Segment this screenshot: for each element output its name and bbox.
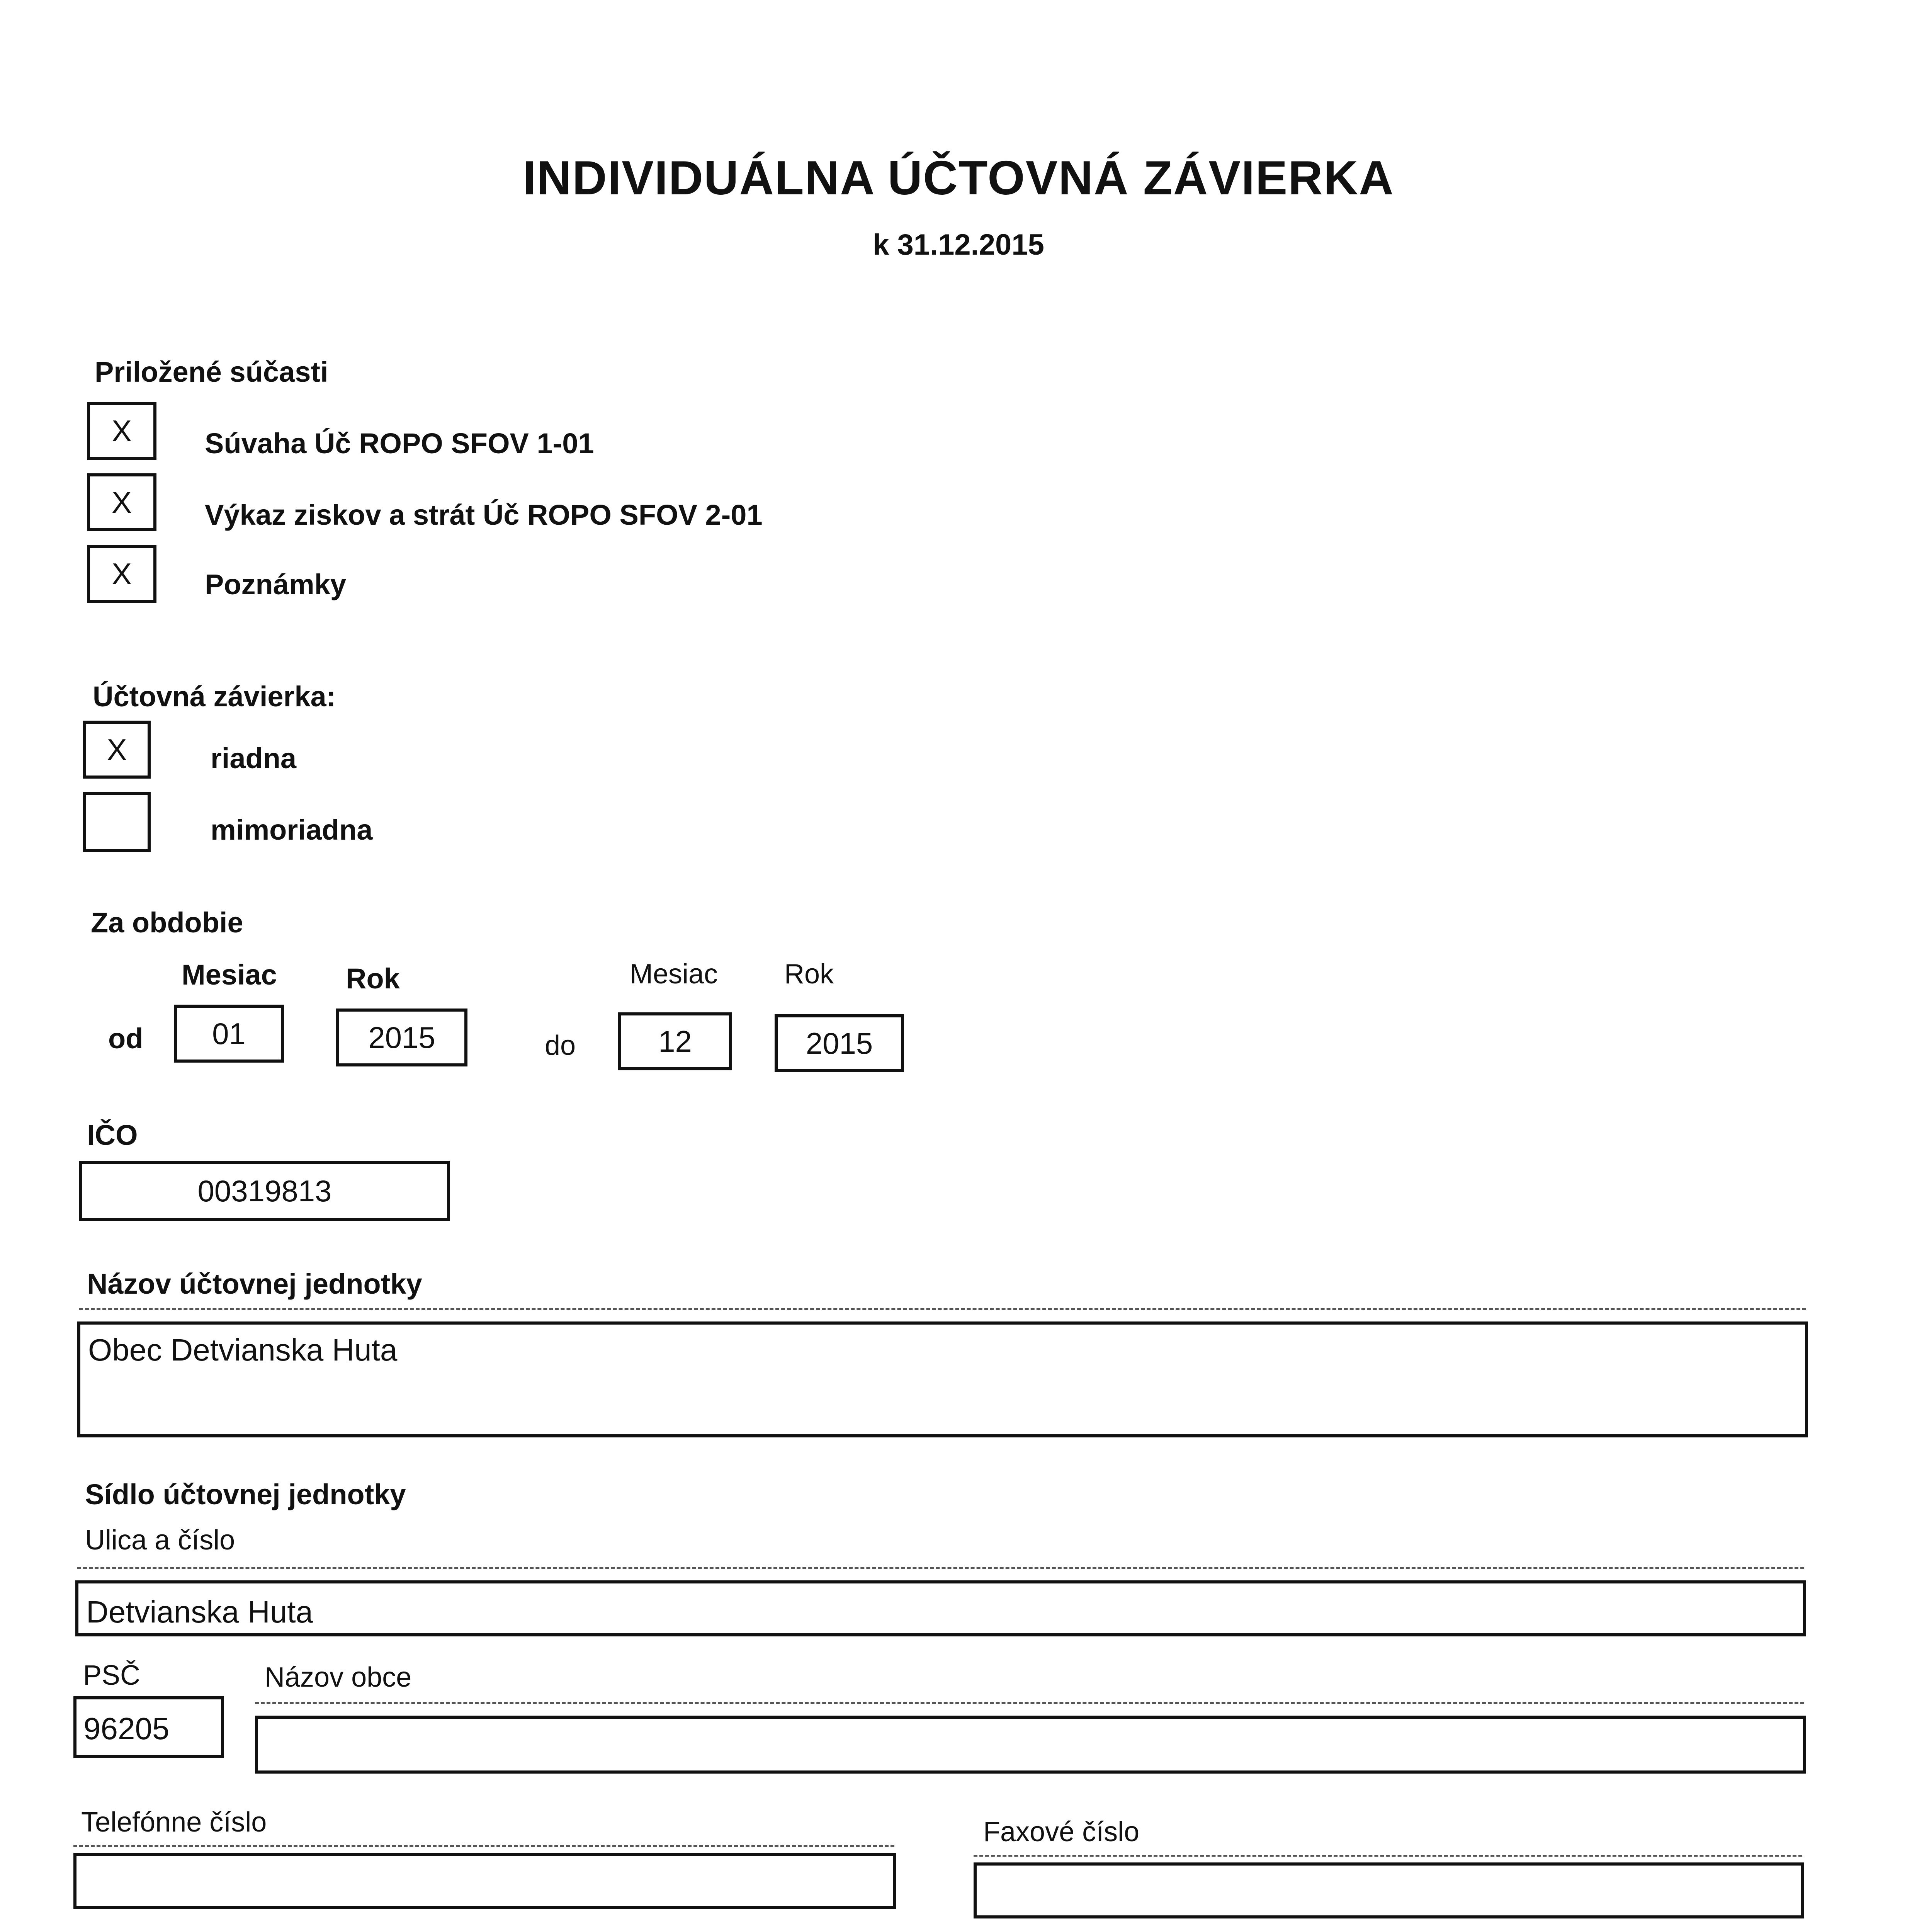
- attachment-checkbox-income[interactable]: X: [87, 473, 156, 531]
- city-label: Názov obce: [265, 1662, 412, 1693]
- period-to-year-label: Rok: [784, 959, 834, 990]
- street-field[interactable]: [75, 1580, 1806, 1636]
- statement-type-heading: Účtovná závierka:: [93, 680, 336, 713]
- document-title: INDIVIDUÁLNA ÚČTOVNÁ ZÁVIERKA: [523, 151, 1394, 205]
- divider: [79, 1308, 1806, 1310]
- statement-extraordinary-checkbox[interactable]: [83, 792, 151, 852]
- divider: [255, 1702, 1804, 1704]
- entity-name-value: Obec Detvianska Huta: [88, 1333, 398, 1367]
- divider: [77, 1567, 1804, 1569]
- document-date: k 31.12.2015: [873, 228, 1044, 261]
- period-to-month-label: Mesiac: [630, 959, 718, 990]
- period-from-year-field[interactable]: 2015: [336, 1009, 467, 1066]
- divider: [73, 1845, 894, 1847]
- period-from-label: od: [108, 1022, 143, 1054]
- entity-name-label: Názov účtovnej jednotky: [87, 1268, 422, 1300]
- phone-label: Telefónne číslo: [81, 1807, 267, 1838]
- attachment-label-balance: Súvaha Úč ROPO SFOV 1-01: [205, 427, 594, 459]
- city-field[interactable]: [255, 1716, 1806, 1774]
- ico-field[interactable]: 00319813: [79, 1161, 450, 1221]
- period-to-year-field[interactable]: 2015: [775, 1014, 904, 1072]
- attachments-heading: Priložené súčasti: [95, 356, 328, 388]
- psc-field[interactable]: [73, 1696, 224, 1758]
- attachment-checkbox-notes[interactable]: X: [87, 545, 156, 603]
- statement-regular-label: riadna: [211, 742, 297, 774]
- attachment-label-income: Výkaz ziskov a strát Úč ROPO SFOV 2-01: [205, 499, 763, 531]
- entity-name-field[interactable]: [77, 1321, 1808, 1437]
- period-to-label: do: [545, 1030, 576, 1061]
- address-heading: Sídlo účtovnej jednotky: [85, 1478, 406, 1510]
- attachment-label-notes: Poznámky: [205, 568, 347, 600]
- psc-value: 96205: [83, 1711, 170, 1746]
- fax-field[interactable]: [974, 1862, 1804, 1918]
- fax-label: Faxové číslo: [983, 1816, 1140, 1847]
- ico-label: IČO: [87, 1119, 138, 1151]
- statement-regular-checkbox[interactable]: X: [83, 721, 151, 779]
- attachment-checkbox-balance[interactable]: X: [87, 402, 156, 460]
- statement-extraordinary-label: mimoriadna: [211, 814, 373, 846]
- period-heading: Za obdobie: [91, 906, 243, 939]
- psc-label: PSČ: [83, 1660, 141, 1691]
- period-from-year-label: Rok: [346, 963, 400, 995]
- phone-field[interactable]: [73, 1853, 896, 1909]
- period-from-month-label: Mesiac: [182, 959, 277, 991]
- street-label: Ulica a číslo: [85, 1525, 235, 1556]
- divider: [974, 1855, 1802, 1857]
- period-from-month-field[interactable]: 01: [174, 1005, 284, 1063]
- street-value: Detvianska Huta: [86, 1595, 313, 1629]
- period-to-month-field[interactable]: 12: [618, 1012, 732, 1070]
